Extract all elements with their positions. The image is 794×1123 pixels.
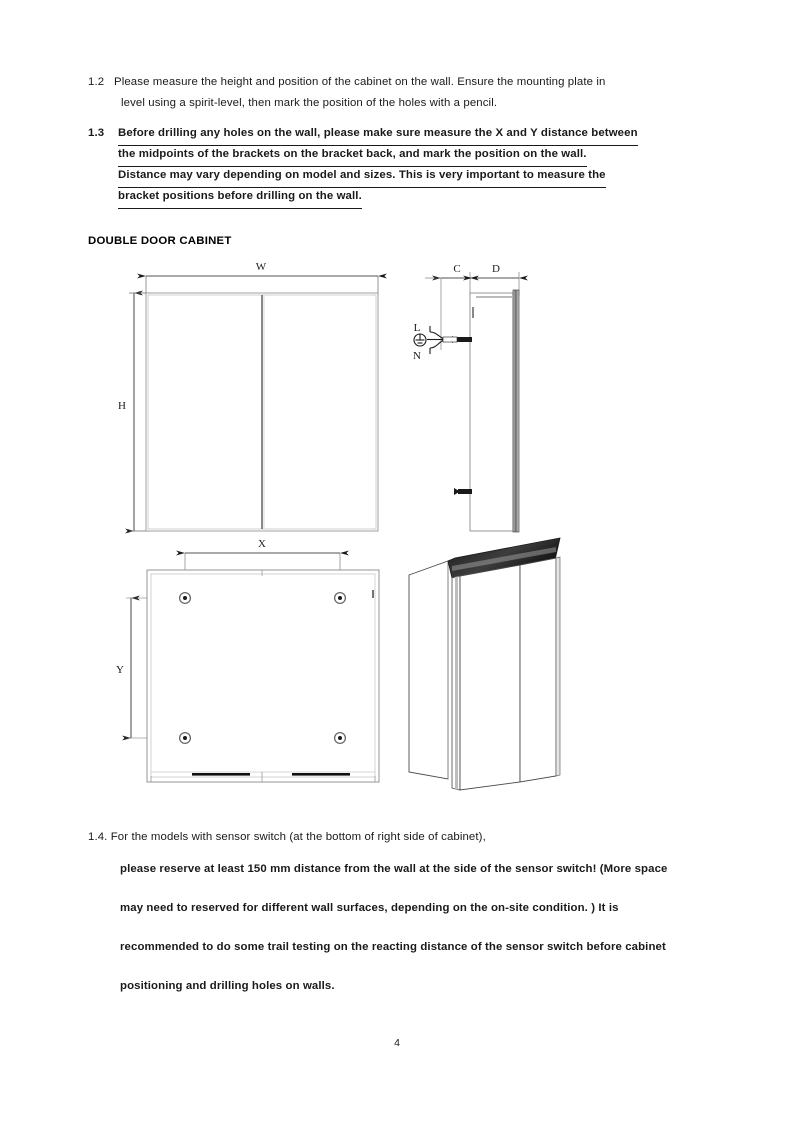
back-view-x-label: X <box>258 538 266 550</box>
bracket-strip-left <box>192 773 250 776</box>
section-1-3-line-3: Distance may vary depending on model and sizes. This is very important to measure the <box>118 165 606 188</box>
section-1-3-line-2: the midpoints of the brackets on the bracket back, and mark the position on the wall. <box>118 144 587 167</box>
side-view-group <box>413 263 519 532</box>
section-1-2-line-1: Please measure the height and position of the cabinet on the wall. Ensure the mounting plate in <box>114 76 606 88</box>
side-view-power-plug <box>413 322 457 362</box>
earth-ground-symbol <box>414 334 426 346</box>
section-1-4-heading: 1.4. For the models with sensor switch (at the bottom of right side of cabinet), <box>88 831 486 843</box>
wire-neutral-label: N <box>413 350 421 362</box>
side-view-lower-fastener <box>454 488 472 495</box>
section-1-2-number: 1.2 <box>88 76 105 88</box>
section-1-3-line-1: Before drilling any holes on the wall, please make sure measure the X and Y distance between <box>118 123 638 146</box>
section-1-3-number: 1.3 <box>88 127 105 139</box>
perspective-view-group <box>409 538 560 790</box>
front-view-h-label: H <box>118 400 126 412</box>
back-view-group <box>116 538 379 782</box>
back-view-y-label: Y <box>116 664 124 676</box>
section-1-4-line-4: positioning and drilling holes on walls. <box>120 980 335 992</box>
front-view-group <box>118 261 378 531</box>
side-view-c-label: C <box>453 263 461 275</box>
bracket-strip-right <box>292 773 350 776</box>
side-view-d-label: D <box>492 263 500 275</box>
page-number: 4 <box>394 1037 400 1049</box>
section-1-4-line-3: recommended to do some trail testing on the reacting distance of the sensor switch before cabinet <box>120 941 666 953</box>
mounting-hole <box>180 733 191 744</box>
section-1-2-line-2: level using a spirit-level, then mark the position of the holes with a pencil. <box>121 97 498 109</box>
section-1-4-line-2: may need to reserved for different wall surfaces, depending on the on-site condition. ) It is <box>120 902 619 914</box>
mounting-hole <box>180 593 191 604</box>
double-door-cabinet-heading: DOUBLE DOOR CABINET <box>88 235 232 247</box>
section-1-4-line-1: please reserve at least 150 mm distance from the wall at the side of the sensor switch! (More space <box>120 863 668 875</box>
mounting-hole <box>335 733 346 744</box>
wire-live-label: L <box>413 322 421 334</box>
section-1-3-line-4: bracket positions before drilling on the wall. <box>118 186 362 209</box>
front-view-w-label: W <box>255 261 267 273</box>
mounting-hole <box>335 593 346 604</box>
